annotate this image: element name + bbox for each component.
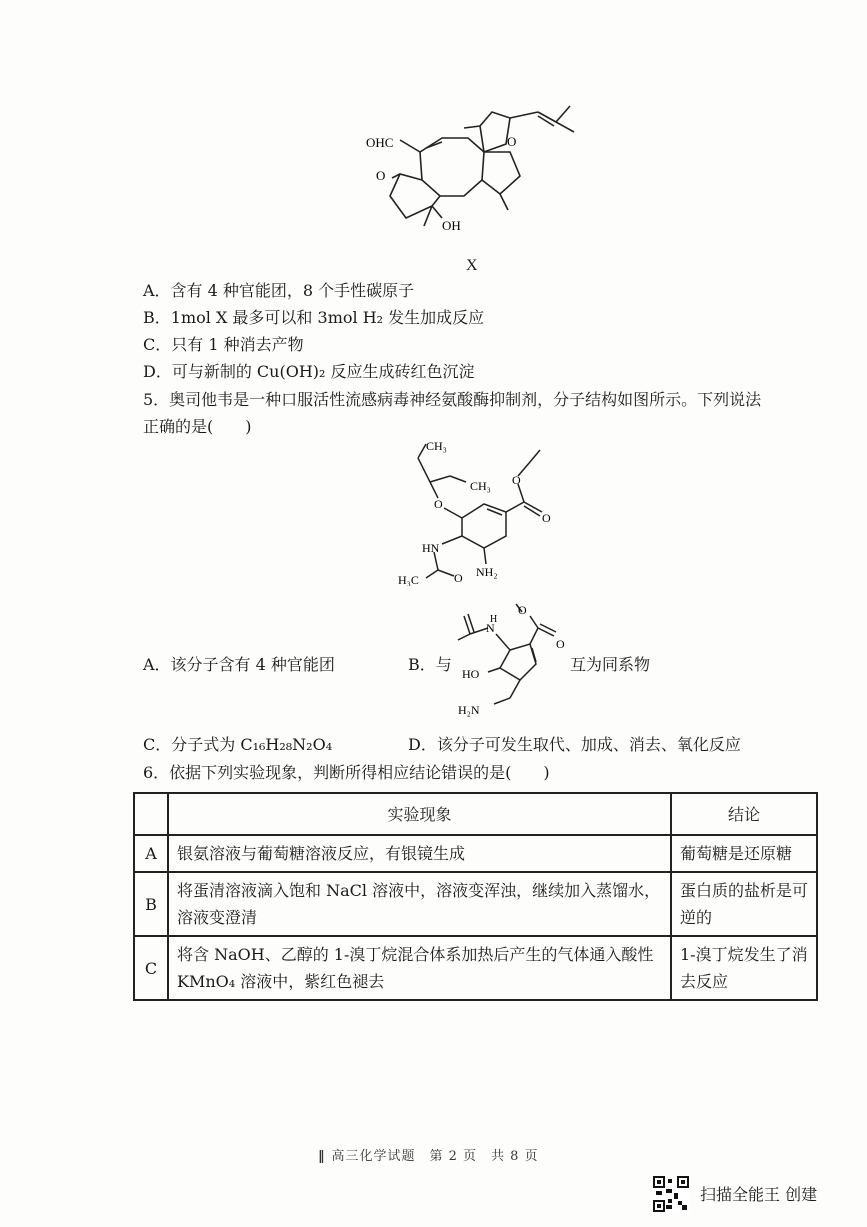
n-label: N: [486, 621, 495, 635]
ketone-o-label: O: [376, 168, 386, 183]
table-row: [134, 936, 817, 1000]
q6-stem: 6．依据下列实验现象，判断所得相应结论错误的是( ): [143, 763, 550, 782]
table-row: [134, 835, 817, 872]
row-key: B: [134, 872, 168, 936]
oseltamivir-structure: [390, 436, 570, 586]
row-phenomenon: 将含 NaOH、乙醇的 1-溴丁烷混合体系加热后产生的气体通入酸性 KMnO₄ 溶液中，紫红色褪去: [168, 936, 671, 1000]
row-phenomenon: 银氨溶液与葡萄糖溶液反应，有银镜生成: [168, 835, 671, 872]
h2n-label: H₂N: [458, 703, 480, 717]
q4-option-b: B．1mol X 最多可以和 3mol H₂ 发生加成反应: [143, 308, 485, 327]
header-key-cell: [134, 793, 168, 835]
amide-o-label: O: [454, 571, 463, 585]
ether-o-label: O: [434, 497, 443, 511]
ester-o2-label: O: [518, 603, 527, 617]
q5-option-a: A．该分子含有 4 种官能团: [143, 655, 335, 674]
q5-option-d: D．该分子可发生取代、加成、消去、氧化反应: [408, 735, 741, 754]
h3c-label: H₃C: [398, 573, 419, 586]
q5-option-c: C．分子式为 C₁₆H₂₈N₂O₄: [143, 735, 333, 754]
comparison-molecule-structure: [450, 600, 570, 720]
q5-stem-line2: 正确的是( ): [143, 417, 252, 436]
row-conclusion: 蛋白质的盐析是可逆的: [671, 872, 817, 936]
qr-code-icon: [652, 1175, 690, 1213]
logo-icon: ‖: [318, 1149, 326, 1164]
table-header-row: [134, 793, 817, 835]
row-phenomenon: 将蛋清溶液滴入饱和 NaCl 溶液中，溶液变浑浊，继续加入蒸馏水，溶液变澄清: [168, 872, 671, 936]
page-footer: [318, 1145, 539, 1164]
q4-option-d: D．可与新制的 Cu(OH)₂ 反应生成砖红色沉淀: [143, 362, 475, 381]
q4-option-c: C．只有 1 种消去产物: [143, 335, 304, 354]
row-conclusion: 葡萄糖是还原糖: [671, 835, 817, 872]
scanner-watermark: 扫描全能王 创建: [700, 1185, 818, 1204]
header-conclusion: 结论: [671, 793, 817, 835]
row-key: A: [134, 835, 168, 872]
ring-o-label: O: [507, 134, 517, 149]
carbonyl-o2-label: O: [556, 637, 565, 651]
structure-label-x: X: [466, 257, 478, 274]
row-key: C: [134, 936, 168, 1000]
q5-option-b-suffix: 互为同系物: [570, 655, 651, 674]
cho-label: OHC: [366, 135, 394, 150]
ho-label: HO: [462, 667, 480, 681]
ester-o-label: O: [512, 473, 521, 487]
experiment-table: [133, 792, 818, 1001]
q5-stem-line1: 5．奥司他韦是一种口服活性流感病毒神经氨酸酶抑制剂，分子结构如图所示。下列说法: [143, 390, 762, 409]
footer-text: 高三化学试题 第 2 页 共 8 页: [331, 1149, 539, 1164]
oh-label: OH: [442, 218, 461, 233]
table-row: [134, 872, 817, 936]
q5-option-b-prefix: B．与: [408, 655, 452, 674]
row-conclusion: 1-溴丁烷发生了消去反应: [671, 936, 817, 1000]
carbonyl-o-label: O: [542, 511, 551, 525]
ch3-label-b: CH₃: [470, 479, 491, 493]
header-phenomenon: 实验现象: [168, 793, 671, 835]
nh2-label: NH₂: [476, 565, 498, 579]
h-label: H: [490, 614, 498, 625]
hn-label: HN: [422, 541, 440, 555]
q4-option-a: A．含有 4 种官能团，8 个手性碳原子: [143, 281, 415, 300]
ch3-label-a: CH₃: [426, 439, 447, 453]
molecule-x-structure: [360, 100, 590, 240]
